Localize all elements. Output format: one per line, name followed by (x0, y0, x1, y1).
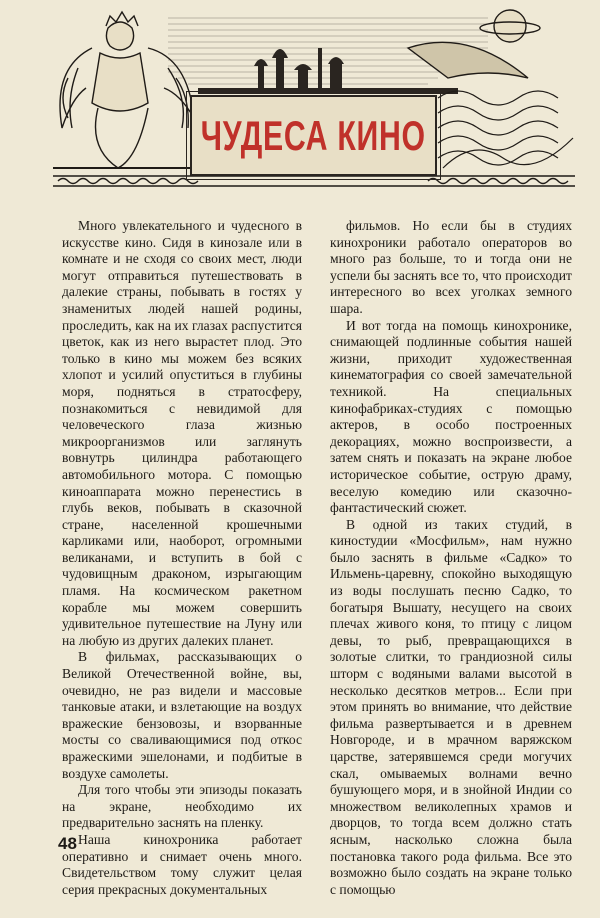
paragraph: В одной из таких студий, в киностудии «Мосфильм», нам нужно было заснять в фильме «Садко» то Ильмень-царевну, спокойно выходящую из воды послушать песню Садко, то богатыря Вышату, несущего на своих плечах живого коня, то птицу с лицом девы, то рыб, превращающихся в золотые слитки, то грандиозной силы шторм с водяными валами высотой в несколько десятков метров... Если при этом принять во внимание, что действие фильма развертывается и в древнем Новгороде, и в мрачном варяжском царстве, затерявшемся среди могучих скал, омываемых волнами вечно бушующего моря, и в знойной Индии со множеством великолепных храмов и дворцов, то тогда всем должно стать ясным, насколько сложна была постановка такого рода фильма. Все это возможно было создать на экране только с помощью (330, 516, 572, 897)
sea-waves (438, 91, 573, 168)
paragraph: фильмов. Но если бы в студиях кинохроники работало операторов во много раз больше, то и тогда они не успели бы заснять все то, что происходит интересного во всех уголках земного шара. (330, 218, 572, 316)
bird-maiden-figure (53, 12, 194, 168)
paragraph: В фильмах, рассказывающих о Великой Отечественной войне, вы, очевидно, не раз видели и массовые танковые атаки, и взлетающие на воздух вражеские бензовозы, и взорванные мосты со сваливающимися под откос вражескими эшелонами, и подбитые в воздухе самолеты. (62, 649, 302, 781)
right-column (330, 218, 572, 898)
ornament-border (53, 176, 575, 186)
page-number: 48 (58, 834, 77, 853)
left-column (62, 218, 302, 898)
planet-drawing (408, 10, 540, 78)
paragraph: И вот тогда на помощь кинохронике, снимающей подлинные события нашей жизни, приходит художественная кинематография со своей замечательной техникой. На специальных кинофабриках-студиях с помощью актеров, в особо построенных декорациях, можно воспроизвести, а затем снять и показать на экране любое историческое событие, острую драму, веселую комедию или сказочно-фантастический сюжет. (330, 317, 572, 516)
paragraph: Для того чтобы эти эпизоды показать на экране, необходимо их предварительно заснять на пленку. (62, 782, 302, 831)
title-box (190, 95, 437, 176)
paragraph: Много увлекательного и чудесного в искусстве кино. Сидя в кинозале или в комнате и не сходя со своих мест, люди могут отправиться путешествовать в далекие страны, побывать в гостях у знаменитых людей нашей родины, проследить, как на их глазах распустится цветок, как из него вырастет плод. Это только в кино мы можем без всяких хлопот и усилий опуститься в глубины моря, подняться в стратосферу, познакомиться с невидимой для человеческого глаза жизнью микроорганизмов или заглянуть вовнутрь цилиндра работающего автомобильного мотора. С помощью киноаппарата можно перенестись в глубь веков, побывать в сказочной стране, населенной крошечными карликами или, наоборот, огромными великанами, и вступить в бой с чудовищным драконом, изрыгающим пламя. На космическом ракетном корабле мы можем совершить удивительное путешествие на Луну или на любую из других далеких планет. (62, 218, 302, 648)
page-title: ЧУДЕСА КИНО (200, 111, 427, 159)
paragraph: Наша кинохроника работает оперативно и снимает очень много. Свидетельством тому служит целая серия прекрасных документальных (62, 831, 302, 897)
